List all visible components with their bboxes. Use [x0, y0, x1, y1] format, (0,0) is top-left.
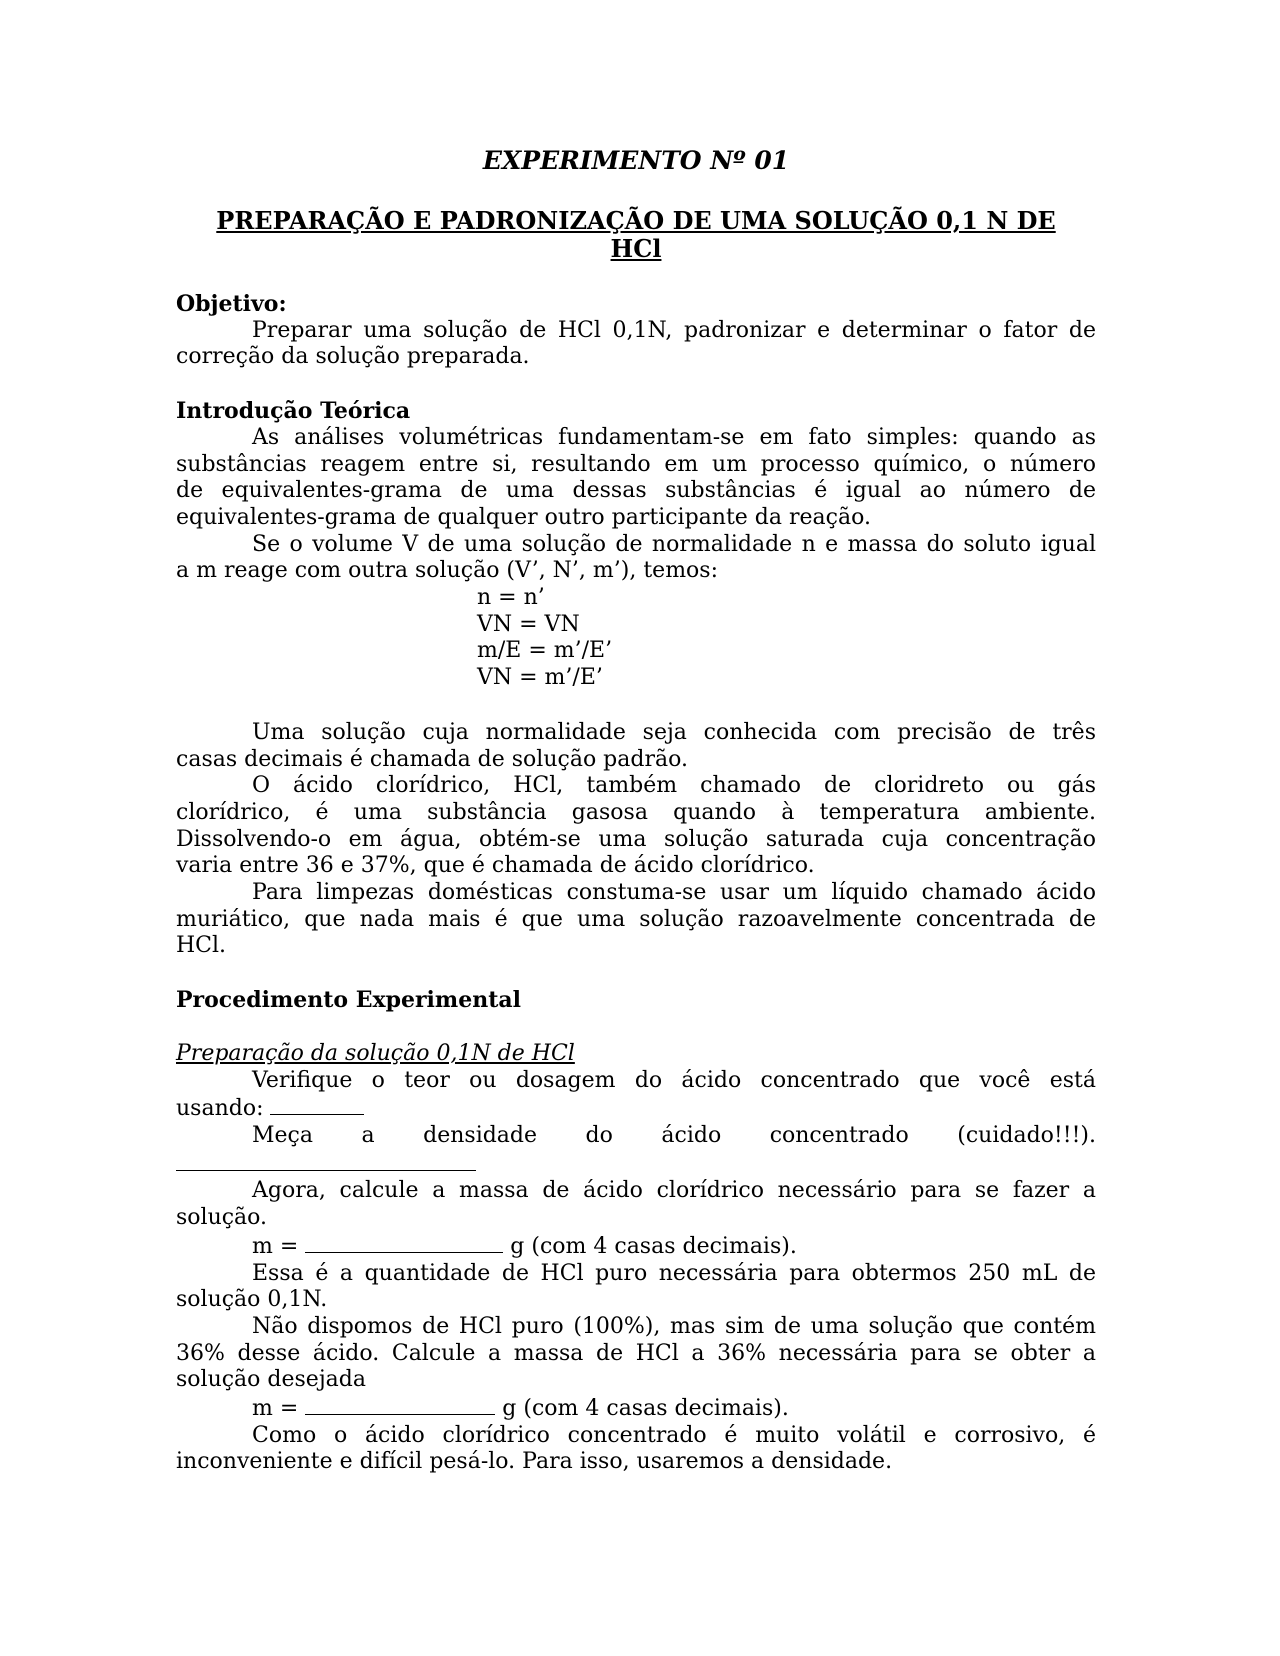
heading-objetivo: Objetivo: [176, 291, 287, 317]
subtitle-line-1: PREPARAÇÃO E PADRONIZAÇÃO DE UMA SOLUÇÃO 0,1 N DE [216, 206, 1056, 235]
teor-blank-field[interactable] [270, 1094, 364, 1115]
proc-b-line-2 [176, 1150, 1096, 1179]
objetivo-line-1: Preparar uma solução de HCl 0,1N, padronizar e determinar o fator de [252, 317, 1096, 343]
intro-p3-line-2: casas decimais é chamada de solução padrão. [176, 746, 688, 772]
intro-p5-line-1: Para limpezas domésticas constuma-se usar um líquido chamado ácido [252, 880, 1096, 906]
intro-p2-line-2: a m reage com outra solução (V’, N’, m’), temos: [176, 558, 719, 584]
intro-p1-line-2: substâncias reagem entre si, resultando em um processo químico, o número [176, 451, 1096, 477]
proc-m2-line: m = g (com 4 casas decimais). [252, 1396, 789, 1422]
equation-4: VN = m’/E’ [477, 665, 603, 691]
section-objetivo [176, 291, 1096, 371]
subtitle-line-2: HCl [610, 234, 662, 263]
document-page [176, 145, 1096, 1476]
heading-procedimento: Procedimento Experimental [176, 987, 521, 1014]
intro-p5-line-3: HCl. [176, 933, 227, 959]
proc-d-line-1: Essa é a quantidade de HCl puro necessária para obtermos 250 mL de [252, 1260, 1096, 1286]
subheading-preparacao: Preparação da solução 0,1N de HCl [176, 1040, 575, 1066]
objetivo-line-2: correção da solução preparada. [176, 344, 530, 370]
intro-p4-line-4: varia entre 36 e 37%, que é chamada de ácido clorídrico. [176, 853, 815, 879]
intro-p4-line-2: clorídrico, é uma substância gasosa quando à temperatura ambiente. [176, 799, 1096, 825]
intro-p4-line-3: Dissolvendo-o em água, obtém-se uma solução saturada cuja concentração [176, 826, 1096, 852]
intro-p2-line-1: Se o volume V de uma solução de normalidade n e massa do soluto igual [252, 531, 1096, 557]
proc-e-line-3: solução desejada [176, 1367, 366, 1393]
intro-p1-line-1: As análises volumétricas fundamentam-se em fato simples: quando as [252, 424, 1096, 450]
intro-p5-line-2: muriático, que nada mais é que uma solução razoavelmente concentrada de [176, 906, 1096, 932]
proc-c-line-2: solução. [176, 1205, 268, 1231]
intro-p1-line-4: equivalentes-grama de qualquer outro participante da reação. [176, 504, 871, 530]
proc-b-line-1: Meça a densidade do ácido concentrado (cuidado!!!). [252, 1122, 1096, 1148]
proc-e-line-1: Não dispomos de HCl puro (100%), mas sim de uma solução que contém [252, 1313, 1096, 1339]
document-subtitle [176, 207, 1096, 263]
document-title: EXPERIMENTO Nº 01 [482, 146, 790, 175]
section-procedimento [176, 987, 1096, 1476]
proc-c-line-1: Agora, calcule a massa de ácido clorídrico necessário para se fazer a [252, 1178, 1096, 1204]
mass-36-blank-field[interactable] [305, 1394, 495, 1415]
proc-a-line-1: Verifique o teor ou dosagem do ácido concentrado que você está [252, 1067, 1096, 1093]
proc-d-line-2: solução 0,1N. [176, 1287, 328, 1313]
equation-3: m/E = m’/E’ [477, 638, 613, 664]
densidade-blank-field[interactable] [176, 1150, 476, 1171]
proc-f-line-2: inconveniente e difícil pesá-lo. Para isso, usaremos a densidade. [176, 1449, 893, 1475]
section-introducao [176, 398, 1096, 960]
heading-introducao: Introdução Teórica [176, 398, 411, 425]
intro-p1-line-3: de equivalentes-grama de uma dessas substâncias é igual ao número de [176, 478, 1096, 504]
mass-pure-blank-field[interactable] [305, 1232, 503, 1253]
equation-2: VN = VN [477, 611, 580, 637]
equation-1: n = n’ [477, 585, 545, 611]
proc-m1-line: m = g (com 4 casas decimais). [252, 1233, 797, 1259]
proc-a-line-2: usando: [176, 1094, 1096, 1123]
proc-e-line-2: 36% desse ácido. Calcule a massa de HCl a 36% necessária para se obter a [176, 1340, 1096, 1366]
proc-f-line-1: Como o ácido clorídrico concentrado é muito volátil e corrosivo, é [252, 1422, 1096, 1448]
intro-p4-line-1: O ácido clorídrico, HCl, também chamado de cloridreto ou gás [252, 773, 1096, 799]
intro-p3-line-1: Uma solução cuja normalidade seja conhecida com precisão de três [252, 719, 1096, 745]
